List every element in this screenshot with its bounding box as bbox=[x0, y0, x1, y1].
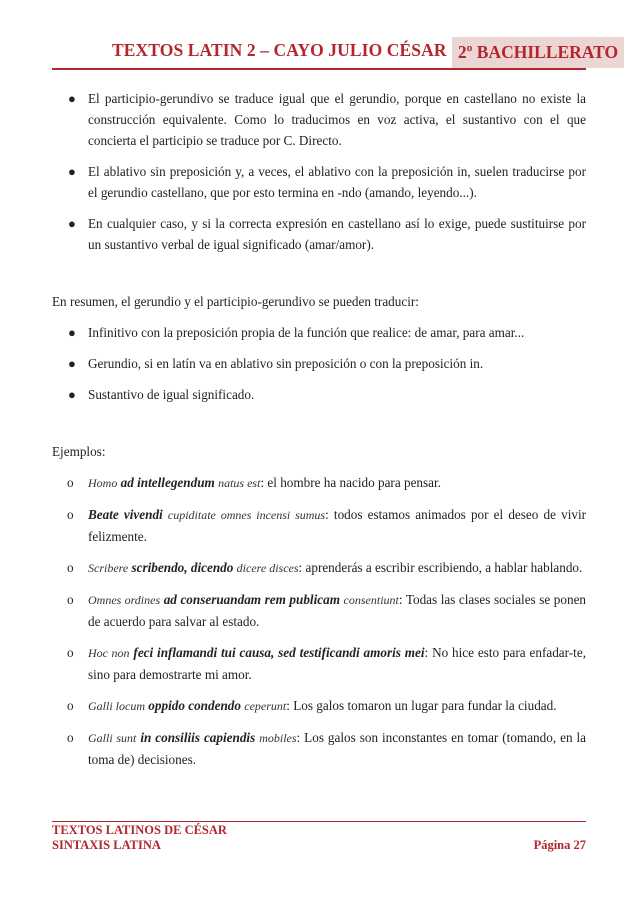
example-item bbox=[52, 472, 586, 494]
bullet-icon: ● bbox=[68, 325, 76, 340]
latin-plain: Galli sunt bbox=[88, 731, 137, 745]
latin-plain: ceperunt bbox=[244, 699, 287, 713]
examples-label: Ejemplos: bbox=[52, 444, 106, 459]
bullet-icon: ● bbox=[68, 387, 76, 402]
rule-text: El ablativo sin preposición y, a veces, el ablativo con la preposición in, suelen traducirse por el gerundio castellano, que por esto termina en -ndo (amando, leyendo...). bbox=[88, 164, 586, 200]
summary-item bbox=[52, 353, 586, 374]
latin-plain: Homo bbox=[88, 476, 118, 490]
header-title: TEXTOS LATIN 2 – CAYO JULIO CÉSAR bbox=[112, 40, 447, 60]
latin-bold: feci inflamandi tui causa, sed testificandi amoris mei bbox=[133, 645, 425, 660]
summary-item bbox=[52, 384, 586, 405]
footer-divider bbox=[52, 821, 586, 822]
summary-text: Sustantivo de igual significado. bbox=[88, 387, 255, 402]
translation: : aprenderás a escribir escribiendo, a hablar hablando. bbox=[298, 560, 583, 575]
latin-plain: Omnes ordines bbox=[88, 593, 161, 607]
latin-plain: consentiunt bbox=[343, 593, 399, 607]
bullet-icon: ● bbox=[68, 91, 76, 106]
bullet-icon: ● bbox=[68, 164, 76, 179]
translation: : todos estamos animados por el deseo de vivir felizmente. bbox=[88, 507, 587, 544]
bullet-icon: ● bbox=[68, 216, 76, 231]
rule-text: El participio-gerundivo se traduce igual que el gerundio, porque en castellano no existe la construcción equivalente. Como lo traducimos en voz activa, el sustantivo con el que concierta el participio se traduce por C. Directo. bbox=[88, 91, 586, 148]
latin-bold: ad intellegendum bbox=[120, 475, 215, 490]
latin-plain: Hoc non bbox=[88, 646, 130, 660]
latin-bold: ad conseruandam rem publicam bbox=[163, 592, 340, 607]
page-number: Página 27 bbox=[533, 838, 586, 852]
latin-plain: mobiles bbox=[259, 731, 297, 745]
latin-bold: scribendo, dicendo bbox=[131, 560, 234, 575]
circle-bullet-icon: o bbox=[67, 507, 74, 522]
latin-bold: Beate vivendi bbox=[88, 507, 163, 522]
example-item bbox=[52, 504, 586, 547]
circle-bullet-icon: o bbox=[67, 730, 74, 745]
footer-section-title: SINTAXIS LATINA bbox=[52, 838, 161, 852]
latin-plain: Scribere bbox=[88, 561, 129, 575]
rule-text: En cualquier caso, y si la correcta expresión en castellano así lo exige, puede sustituirse por un sustantivo verbal de igual significado (amar/amor). bbox=[88, 216, 586, 252]
summary-text: Infinitivo con la preposición propia de la función que realice: de amar, para amar... bbox=[88, 325, 525, 340]
latin-plain: dicere disces bbox=[236, 561, 299, 575]
rule-item bbox=[52, 213, 586, 255]
circle-bullet-icon: o bbox=[67, 592, 74, 607]
example-item bbox=[52, 557, 586, 579]
latin-bold: oppido condendo bbox=[148, 698, 241, 713]
rule-item bbox=[52, 161, 586, 203]
circle-bullet-icon: o bbox=[67, 560, 74, 575]
example-item bbox=[52, 642, 586, 685]
header-divider bbox=[52, 68, 586, 70]
translation: : Los galos son inconstantes en tomar (tomando, en la toma de) decisiones. bbox=[88, 730, 587, 767]
circle-bullet-icon: o bbox=[67, 475, 74, 490]
header-badge: 2º BACHILLERATO bbox=[452, 37, 624, 68]
page-content bbox=[52, 88, 586, 770]
circle-bullet-icon: o bbox=[67, 698, 74, 713]
translation: : el hombre ha nacido para pensar. bbox=[260, 475, 441, 490]
bullet-icon: ● bbox=[68, 356, 76, 371]
summary-intro: En resumen, el gerundio y el participio-gerundivo se pueden traducir: bbox=[52, 294, 419, 309]
circle-bullet-icon: o bbox=[67, 645, 74, 660]
translation: : Todas las clases sociales se ponen de acuerdo para salvar al estado. bbox=[88, 592, 587, 629]
rule-item bbox=[52, 88, 586, 151]
examples-list bbox=[52, 472, 586, 770]
summary-text: Gerundio, si en latín va en ablativo sin preposición o con la preposición in. bbox=[88, 356, 484, 371]
translation: : No hice esto para enfadar-te, sino para demostrarte mi amor. bbox=[88, 645, 586, 682]
translation: : Los galos tomaron un lugar para fundar la ciudad. bbox=[286, 698, 557, 713]
latin-bold: in consiliis capiendis bbox=[140, 730, 256, 745]
summary-list bbox=[52, 322, 586, 405]
example-item bbox=[52, 727, 586, 770]
summary-item bbox=[52, 322, 586, 343]
footer-book-title: TEXTOS LATINOS DE CÉSAR bbox=[52, 823, 227, 837]
latin-plain: natus est bbox=[218, 476, 261, 490]
page-footer bbox=[52, 823, 586, 853]
example-item bbox=[52, 589, 586, 632]
latin-plain: Galli locum bbox=[88, 699, 145, 713]
latin-plain: cupiditate omnes incensi sumus bbox=[167, 508, 326, 522]
example-item bbox=[52, 695, 586, 717]
rules-list bbox=[52, 88, 586, 255]
